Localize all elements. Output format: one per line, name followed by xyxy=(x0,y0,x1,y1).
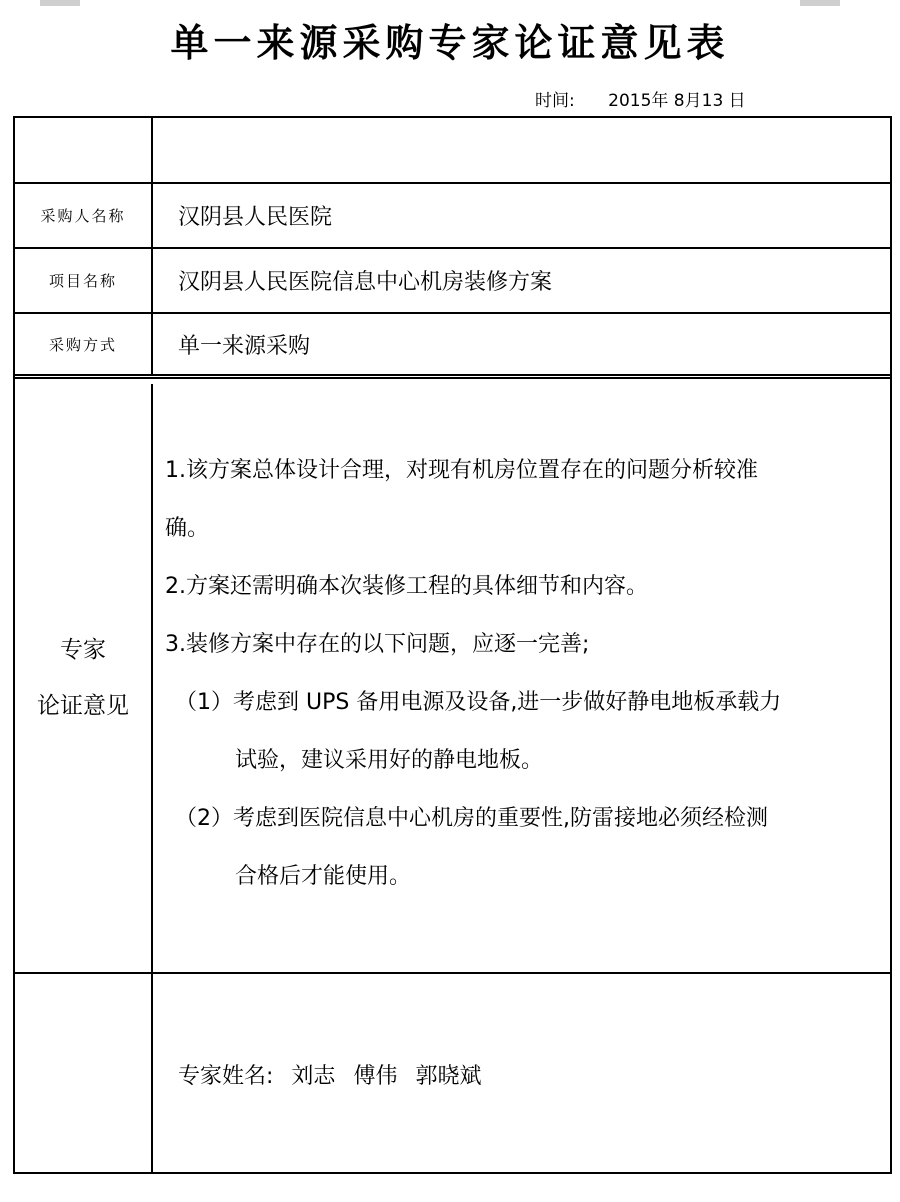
opinion-line: 2.方案还需明确本次装修工程的具体细节和内容。 xyxy=(165,574,648,599)
opinion-line: 确。 xyxy=(165,516,210,541)
column-divider xyxy=(151,974,153,1174)
opinion-line: 合格后才能使用。 xyxy=(235,864,412,889)
opinion-form-table xyxy=(13,116,892,1174)
opinion-line: 3.装修方案中存在的以下问题，应逐一完善; xyxy=(165,632,590,657)
project-value: 汉阴县人民医院信息中心机房装修方案 xyxy=(178,270,553,295)
buyer-value: 汉阴县人民医院 xyxy=(178,205,333,230)
opinion-line: 1.该方案总体设计合理，对现有机房位置存在的问题分析较准 xyxy=(165,458,758,483)
column-divider xyxy=(151,384,153,972)
scan-edge-mark-left xyxy=(40,0,80,6)
expert-name: 刘志 xyxy=(291,1063,336,1089)
blank-row xyxy=(15,118,890,184)
opinion-text xyxy=(165,442,887,906)
project-row xyxy=(15,249,890,314)
experts-row xyxy=(15,972,890,1174)
expert-name: 郭晓斌 xyxy=(415,1063,482,1089)
opinion-label-line: 论证意见 xyxy=(37,693,129,719)
experts-line xyxy=(178,974,499,1174)
opinion-line: 试验，建议采用好的静电地板。 xyxy=(235,748,544,773)
document-title: 单一来源采购专家论证意见表 xyxy=(170,20,730,65)
method-row xyxy=(15,314,890,379)
column-divider xyxy=(151,249,153,312)
scan-edge-mark-right xyxy=(800,0,840,6)
experts-label: 专家姓名: xyxy=(178,1063,274,1089)
method-value: 单一来源采购 xyxy=(178,333,311,359)
date-value: 2015年 8月13 日 xyxy=(608,91,746,111)
opinion-line: （2）考虑到医院信息中心机房的重要性,防雷接地必须经检测 xyxy=(175,806,768,831)
buyer-label: 采购人名称 xyxy=(40,207,126,225)
expert-name: 傅伟 xyxy=(353,1063,398,1089)
opinion-label-line: 专家 xyxy=(60,637,106,663)
method-label: 采购方式 xyxy=(48,335,117,354)
column-divider xyxy=(151,118,153,182)
project-label: 项目名称 xyxy=(48,272,117,290)
buyer-row xyxy=(15,184,890,249)
opinion-row xyxy=(15,384,890,972)
opinion-line: （1）考虑到 UPS 备用电源及设备,进一步做好静电地板承载力 xyxy=(175,690,782,715)
date-line xyxy=(535,86,746,111)
column-divider xyxy=(151,184,153,247)
date-label: 时间: xyxy=(535,91,575,111)
column-divider xyxy=(151,314,153,374)
opinion-label xyxy=(15,384,151,972)
